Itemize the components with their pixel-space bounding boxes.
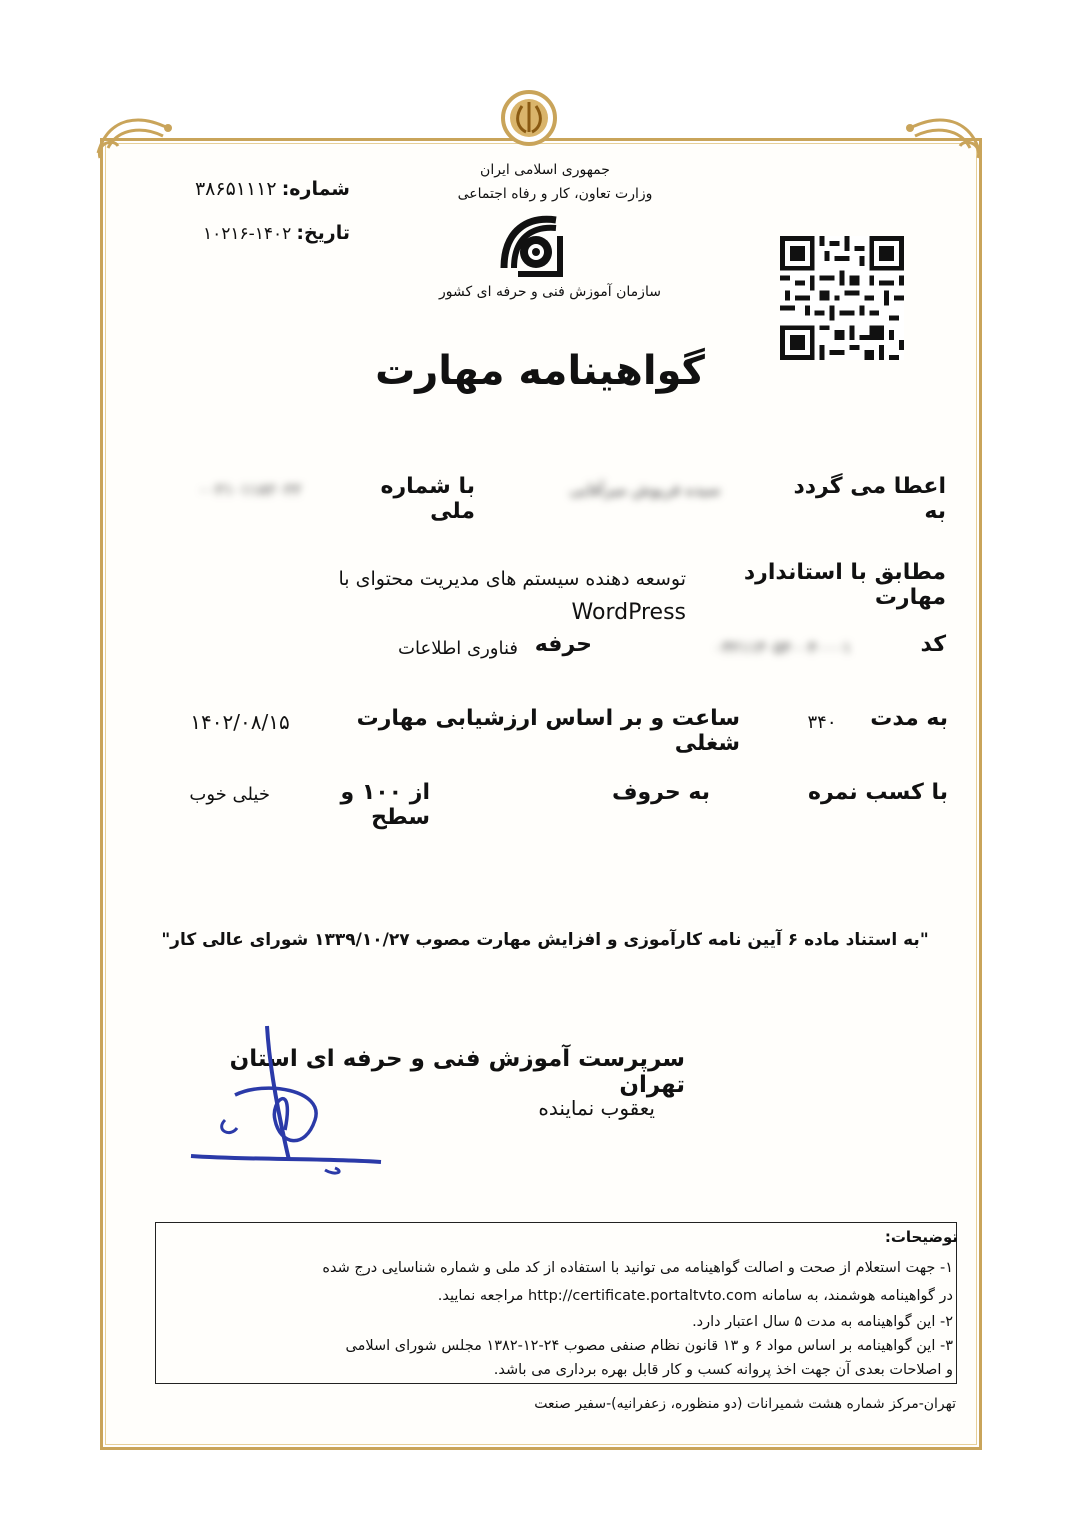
tvto-logo-icon	[498, 210, 568, 280]
hours-text: ساعت و بر اساس ارزشیابی مهارت شغلی	[356, 706, 740, 756]
notes-line-2: در گواهینامه هوشمند، به سامانه http://certificate.portaltvto.com مراجعه نمایید.	[437, 1288, 953, 1304]
signatory-name: یعقوب نماینده	[538, 1096, 655, 1120]
organization-name: سازمان آموزش فنی و حرفه ای کشور	[439, 284, 661, 300]
notes-line-5: و اصلاحات بعدی آن جهت اخذ پروانه کسب و کار قابل بهره برداری می باشد.	[493, 1362, 953, 1378]
ministry-name: وزارت تعاون، کار و رفاه اجتماعی	[457, 186, 653, 202]
legal-basis: "به استناد ماده ۶ آیین نامه کارآموزی و افزایش مهارت مصوب ۱۳۳۹/۱۰/۲۷ شورای عالی کار"	[161, 930, 929, 950]
duration-label: به مدت	[870, 706, 948, 731]
code-label: کد	[920, 632, 946, 657]
score-label: با کسب نمره	[808, 780, 948, 805]
certificate-title: گواهینامه مهارت	[375, 348, 705, 394]
date-value: ۱۴۰۲-۱۰۲۱۶	[202, 224, 292, 244]
number-value: ۳۸۶۵۱۱۱۲	[194, 178, 277, 200]
granted-to-label: اعطا می گردد به	[793, 474, 946, 524]
number-label: شماره:	[281, 178, 350, 200]
standard-value-line2: WordPress	[571, 600, 686, 625]
qr-code	[778, 236, 906, 360]
iran-emblem-icon	[500, 88, 558, 150]
footer-address: تهران-مرکز شماره هشت شمیرانات (دو منظوره، زعفرانیه)-سفیر صنعت	[534, 1396, 956, 1412]
signatory-title: سرپرست آموزش فنی و حرفه ای استان تهران	[229, 1046, 685, 1098]
standard-value-line1: توسعه دهنده سیستم های مدیریت محتوای با	[338, 568, 686, 590]
date-label: تاریخ:	[296, 222, 350, 244]
notes-line-1: ۱- جهت استعلام از صحت و اصالت گواهینامه می توانید با استفاده از کد ملی و شماره شناسایی درج شده	[322, 1260, 953, 1276]
notes-line-3: ۲- این گواهینامه به مدت ۵ سال اعتبار دارد.	[692, 1314, 953, 1330]
corner-ornament-right	[900, 108, 990, 168]
standard-label: مطابق با استاندارد مهارت	[743, 560, 946, 610]
national-id-value: ۰۰۲۱۰۱۱۸۲۰۲۲	[198, 480, 302, 499]
profession-value: فناوری اطلاعات	[398, 638, 518, 659]
certificate-number	[150, 178, 350, 200]
level-value: خیلی خوب	[189, 784, 270, 805]
duration-value: ۳۴۰	[807, 712, 837, 733]
national-id-label: با شماره ملی	[380, 474, 475, 524]
handwritten-signature	[185, 1020, 395, 1180]
in-words-label: به حروف	[611, 780, 710, 805]
code-value: ۰۳۲۱۱۳۰۵۴۰۰۴۰۰۰۱	[713, 638, 852, 657]
notes-heading: توضیحات:	[884, 1228, 958, 1246]
certificate-date	[150, 222, 350, 244]
notes-line-4: ۳- این گواهینامه بر اساس مواد ۶ و ۱۳ قانون نظام صنفی مصوب ۲۴-۱۲-۱۳۸۲ مجلس شورای اسلامی	[345, 1338, 953, 1354]
profession-label: حرفه	[534, 632, 592, 657]
recipient-name: سیده فریوش میرآقایی	[569, 480, 721, 499]
out-of-label: از ۱۰۰ و سطح	[340, 780, 430, 830]
republic-name: جمهوری اسلامی ایران	[480, 162, 610, 178]
corner-ornament-left	[88, 108, 178, 168]
exam-date: ۱۴۰۲/۰۸/۱۵	[190, 710, 290, 734]
